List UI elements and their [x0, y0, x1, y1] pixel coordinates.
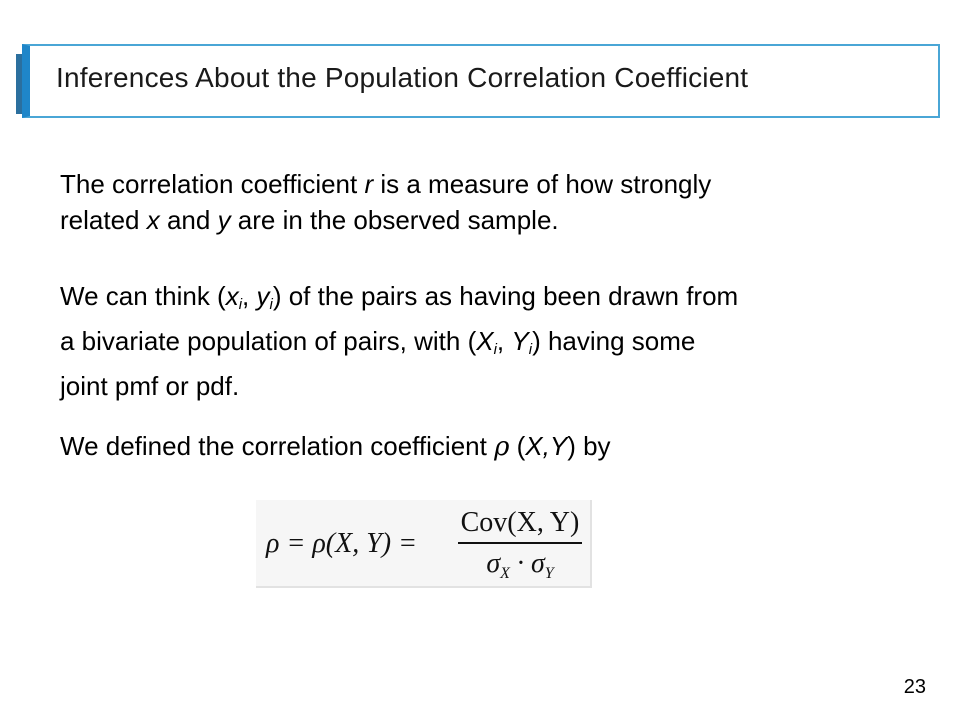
p2-sub-xi: i [238, 296, 243, 313]
p2-var-x: x [225, 281, 239, 311]
formula-fraction [458, 506, 582, 592]
p2-var-y: y [256, 281, 270, 311]
p2-text-4: ) having some [532, 326, 696, 356]
p2-sub-Xi: i [493, 341, 497, 358]
slide-title: Inferences About the Population Correlation Coefficient [56, 62, 749, 93]
p1-text-4: and [159, 205, 218, 235]
p2-text-3: a bivariate population of pairs, with ( [60, 326, 477, 356]
formula-denominator [458, 546, 582, 592]
paragraph-1 [60, 166, 711, 238]
den-sigma-y: σ [530, 548, 545, 579]
p2-sub-Yi: i [528, 341, 533, 358]
formula-lhs: ρ = ρ(X, Y) = [266, 528, 417, 559]
p2-comma-2: , [496, 326, 512, 356]
den-sigma-x: σ [486, 548, 501, 579]
p2-text-5: joint pmf or pdf. [60, 371, 240, 401]
fraction-bar [458, 542, 582, 544]
den-sub-x: X [500, 565, 510, 582]
p1-text-2: is a measure of how strongly [373, 169, 712, 199]
p2-var-X: X [476, 326, 494, 356]
p1-text-1: The correlation coefficient [60, 169, 365, 199]
p2-comma-1: , [242, 281, 257, 311]
den-sub-y: Y [544, 565, 554, 582]
p3-text-1: We defined the correlation coefficient [60, 431, 495, 461]
den-dot: · [509, 548, 531, 579]
formula-numerator: Cov(X, Y) [460, 507, 580, 538]
p3-rho-symbol: ρ [494, 432, 510, 462]
p2-text-1: We can think ( [60, 281, 226, 311]
p1-var-x: x [146, 205, 160, 235]
p2-sub-yi: i [269, 296, 273, 313]
p1-var-r: r [364, 169, 374, 199]
p1-var-y: y [217, 205, 231, 235]
p2-var-Y: Y [511, 326, 529, 356]
paragraph-2 [60, 278, 738, 404]
p1-text-5: are in the observed sample. [230, 205, 559, 235]
p2-text-2: ) of the pairs as having been drawn from [272, 281, 739, 311]
p1-text-3: related [60, 205, 147, 235]
page-number: 23 [903, 676, 926, 698]
paragraph-3 [60, 428, 611, 465]
correlation-formula [256, 500, 592, 588]
title-accent [16, 54, 22, 114]
p3-var-XY: X,Y [525, 431, 568, 461]
p3-text-2: ( [509, 431, 526, 461]
p3-text-3: ) by [567, 431, 611, 461]
title-bar [22, 44, 940, 118]
